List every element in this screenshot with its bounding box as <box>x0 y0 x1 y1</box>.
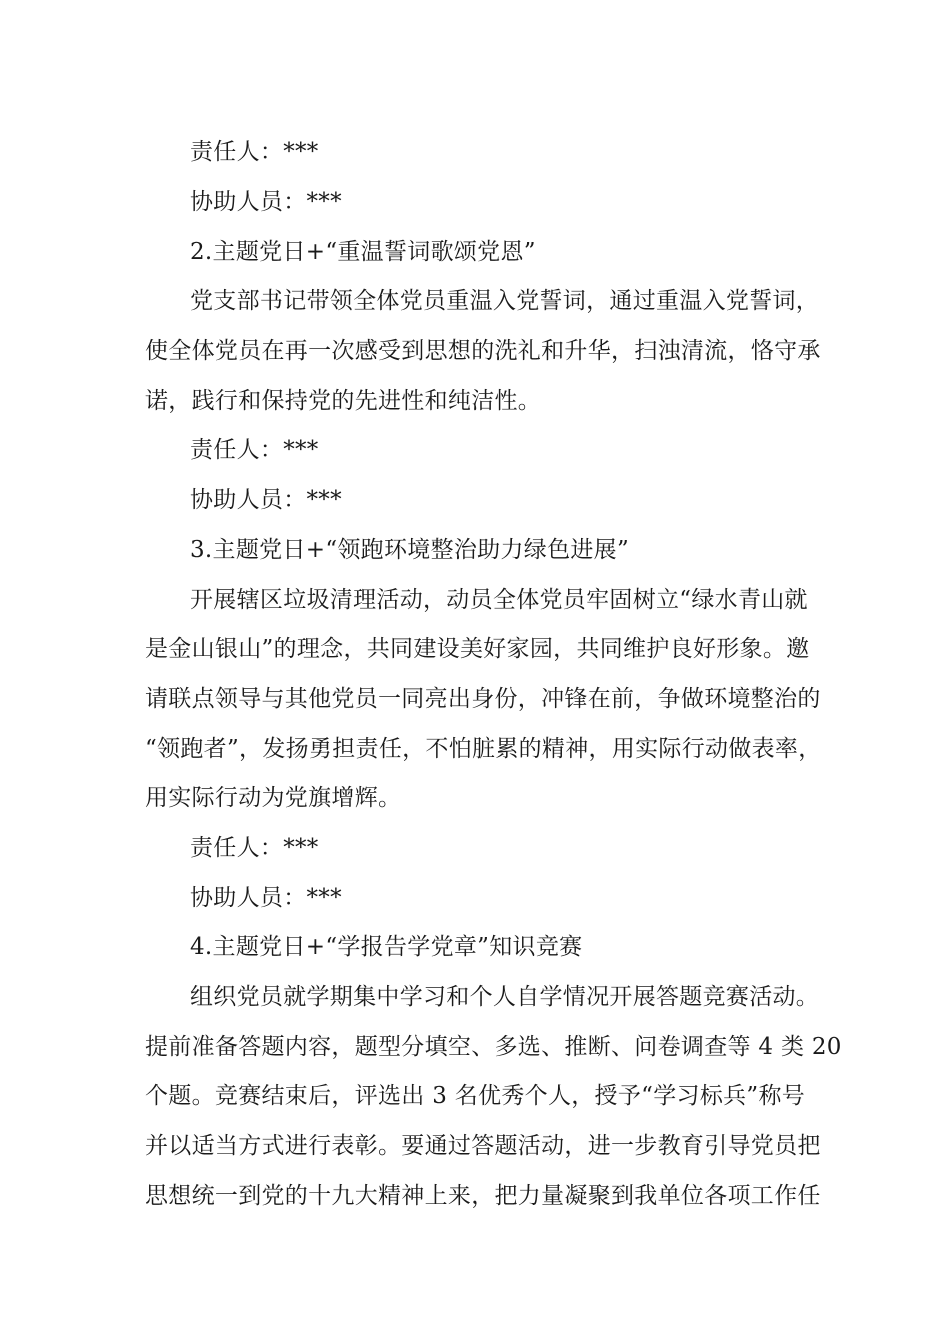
responsible-person-2: 责任人：*** <box>190 437 319 463</box>
responsible-person-1: 责任人：*** <box>190 139 319 165</box>
paragraph-4-line-2: 提前准备答题内容，题型分填空、多选、推断、问卷调查等 4 类 20 <box>145 1034 842 1060</box>
paragraph-4-line-1: 组织党员就学期集中学习和个人自学情况开展答题竞赛活动。 <box>190 984 820 1010</box>
paragraph-3-line-2: 是金山银山”的理念，共同建设美好家园，共同维护良好形象。邀 <box>145 636 810 662</box>
responsible-person-3: 责任人：*** <box>190 835 319 861</box>
paragraph-4-line-3: 个题。竞赛结束后，评选出 3 名优秀个人，授予“学习标兵”称号 <box>145 1083 806 1109</box>
paragraph-4-line-5: 思想统一到党的十九大精神上来，把力量凝聚到我单位各项工作任 <box>145 1183 821 1209</box>
paragraph-2-line-2: 使全体党员在再一次感受到思想的洗礼和升华，扫浊清流，恪守承 <box>145 338 821 364</box>
section-heading-2: 2.主题党日+“重温誓词歌颂党恩” <box>190 239 536 265</box>
paragraph-3-line-3: 请联点领导与其他党员一同亮出身份，冲锋在前，争做环境整治的 <box>145 686 821 712</box>
assistant-staff-3: 协助人员：*** <box>190 885 342 911</box>
paragraph-3-line-1: 开展辖区垃圾清理活动，动员全体党员牢固树立“绿水青山就 <box>190 587 808 613</box>
assistant-staff-2: 协助人员：*** <box>190 487 342 513</box>
assistant-staff-1: 协助人员：*** <box>190 189 342 215</box>
paragraph-2-line-1: 党支部书记带领全体党员重温入党誓词，通过重温入党誓词， <box>190 288 820 314</box>
paragraph-3-line-4: “领跑者”，发扬勇担责任，不怕脏累的精神，用实际行动做表率， <box>145 736 822 762</box>
section-heading-4: 4.主题党日+“学报告学党章”知识竞赛 <box>190 934 583 960</box>
paragraph-2-line-3: 诺，践行和保持党的先进性和纯洁性。 <box>145 388 542 414</box>
section-heading-3: 3.主题党日+“领跑环境整治助力绿色进展” <box>190 537 630 563</box>
paragraph-4-line-4: 并以适当方式进行表彰。要通过答题活动，进一步教育引导党员把 <box>145 1133 821 1159</box>
paragraph-3-line-5: 用实际行动为党旗增辉。 <box>145 785 402 811</box>
